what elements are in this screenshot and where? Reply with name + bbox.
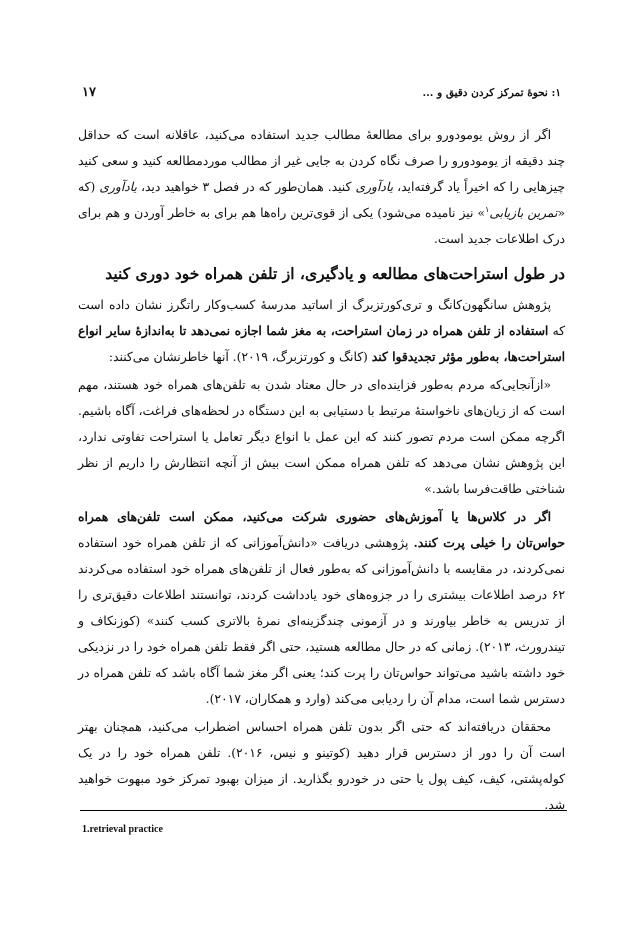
text-run: اگر از روش یومودورو برای مطالعهٔ مطالب جدید استفاده می‌کنید، عاقلانه است که حداقل چند دقیقه از یومودورو را صرف نگاه کردن به جایی غیر از مطالب موردمطالعه کنید و سعی کنید چیزهایی را که اخیراً یاد گرفته‌اید،	[78, 128, 565, 194]
paragraph-research	[78, 292, 565, 370]
italic-term: تمرین بازیابی	[489, 206, 558, 220]
text-run: » نیز نامیده می‌شود) یکی از قوی‌ترین راه‌ها هم برای به خاطر آوردن و هم برای درک اطلاعات جدید است.	[78, 206, 565, 246]
paragraph-anxiety: محققان دریافته‌اند که حتی اگر بدون تلفن همراه احساس اضطراب می‌کنید، همچنان بهتر است آن را دور از دسترس قرار دهید (کوتینو و نیس، ۲۰۱۶). تلفن همراه خود را در یک کوله‌پشتی، کیف، کیف پول یا حتی در خودرو بگذارید. از میزان بهبود تمرکز خود مبهوت خواهید شد.	[78, 720, 565, 812]
text-run: (که «	[78, 180, 565, 220]
text-run: کنید. همان‌طور که در فصل ۳ خواهید دید،	[136, 180, 356, 194]
bold-text: استفاده از تلفن همراه در زمان استراحت، به مغز شما اجازه نمی‌دهد تا به‌اندازهٔ سایر انواع استراحت‌ها، به‌طور مؤثر تجدیدقوا کند	[78, 323, 565, 364]
page-number: ۱۷	[82, 85, 96, 100]
footnote-divider	[80, 810, 567, 811]
footnote-marker: ۱	[485, 204, 490, 214]
italic-term: یادآوری	[99, 180, 137, 194]
section-heading: در طول استراحت‌های مطالعه و یادگیری، از تلفن همراه خود دوری کنید	[105, 264, 565, 283]
page-header	[82, 85, 561, 105]
text-run: (کانگ و کورتزبرگ، ۲۰۱۹). آنها خاطرنشان می‌کنند:	[108, 350, 372, 364]
paragraph-quote: «ازآنجایی‌که مردم به‌طور فزاینده‌ای در حال معتاد شدن به تلفن‌های همراه خود هستند، مهم است که از زیان‌های ناخواستهٔ مرتبط با دستیابی به این دستگاه در لحظه‌های فراغت، آگاه باشیم. اگرچه ممکن است مردم تصور کنند که این عمل با انواع دیگر تعامل یا استراحت تفاوتی ندارد، این پژوهش نشان می‌دهد که تلفن همراه ممکن است بیش از آنچه انتظارش را داریم از نظر شناختی طاقت‌فرسا باشد.»	[78, 378, 565, 496]
page-body	[78, 122, 565, 820]
paragraph-recall	[78, 122, 565, 252]
italic-term: یادآوری	[355, 180, 394, 194]
bold-text: اگر در کلاس‌ها یا آموزش‌های حضوری شرکت می‌کنید، ممکن است تلفن‌های همراه حواس‌تان را خیلی پرت کنند.	[78, 509, 565, 550]
paragraph-classes	[78, 504, 565, 712]
text-run: پژوهشی دریافت «دانش‌آموزانی که از تلفن همراه خود استفاده نمی‌کردند، در مقایسه با دانش‌آموزانی که به‌طور فعال از تلفن‌های همراه خود استفاده می‌کردند ۶۲ درصد اطلاعات بیشتری را در جزوه‌های خود یادداشت کردند، توانستند اطلاعات دقیق‌تری را از تدریس به خاطر بیاورند و در آزمونی چندگزینه‌ای نمرهٔ بالاتری کسب کنند» (کوزنکاف و تیندرورث، ۲۰۱۳). زمانی که در حال مطالعه هستید، حتی اگر فقط تلفن همراه خود را در نزدیکی خود داشته باشید می‌تواند حواس‌تان را پرت کند؛ یعنی اگر مغز شما آگاه باشد که تلفن همراه در دسترس شما است، مدام آن را ردیابی می‌کند (وارد و همکاران، ۲۰۱۷).	[78, 536, 565, 706]
footnote: 1.retrieval practice	[82, 824, 163, 835]
running-head: ۱: نحوهٔ تمرکز کردن دقیق و ...	[422, 87, 561, 99]
text-run: پژوهش سانگهون‌کانگ و تری‌کورتزبرگ از اساتید مدرسهٔ کسب‌وکار راتگرز نشان داده است که	[78, 298, 565, 338]
